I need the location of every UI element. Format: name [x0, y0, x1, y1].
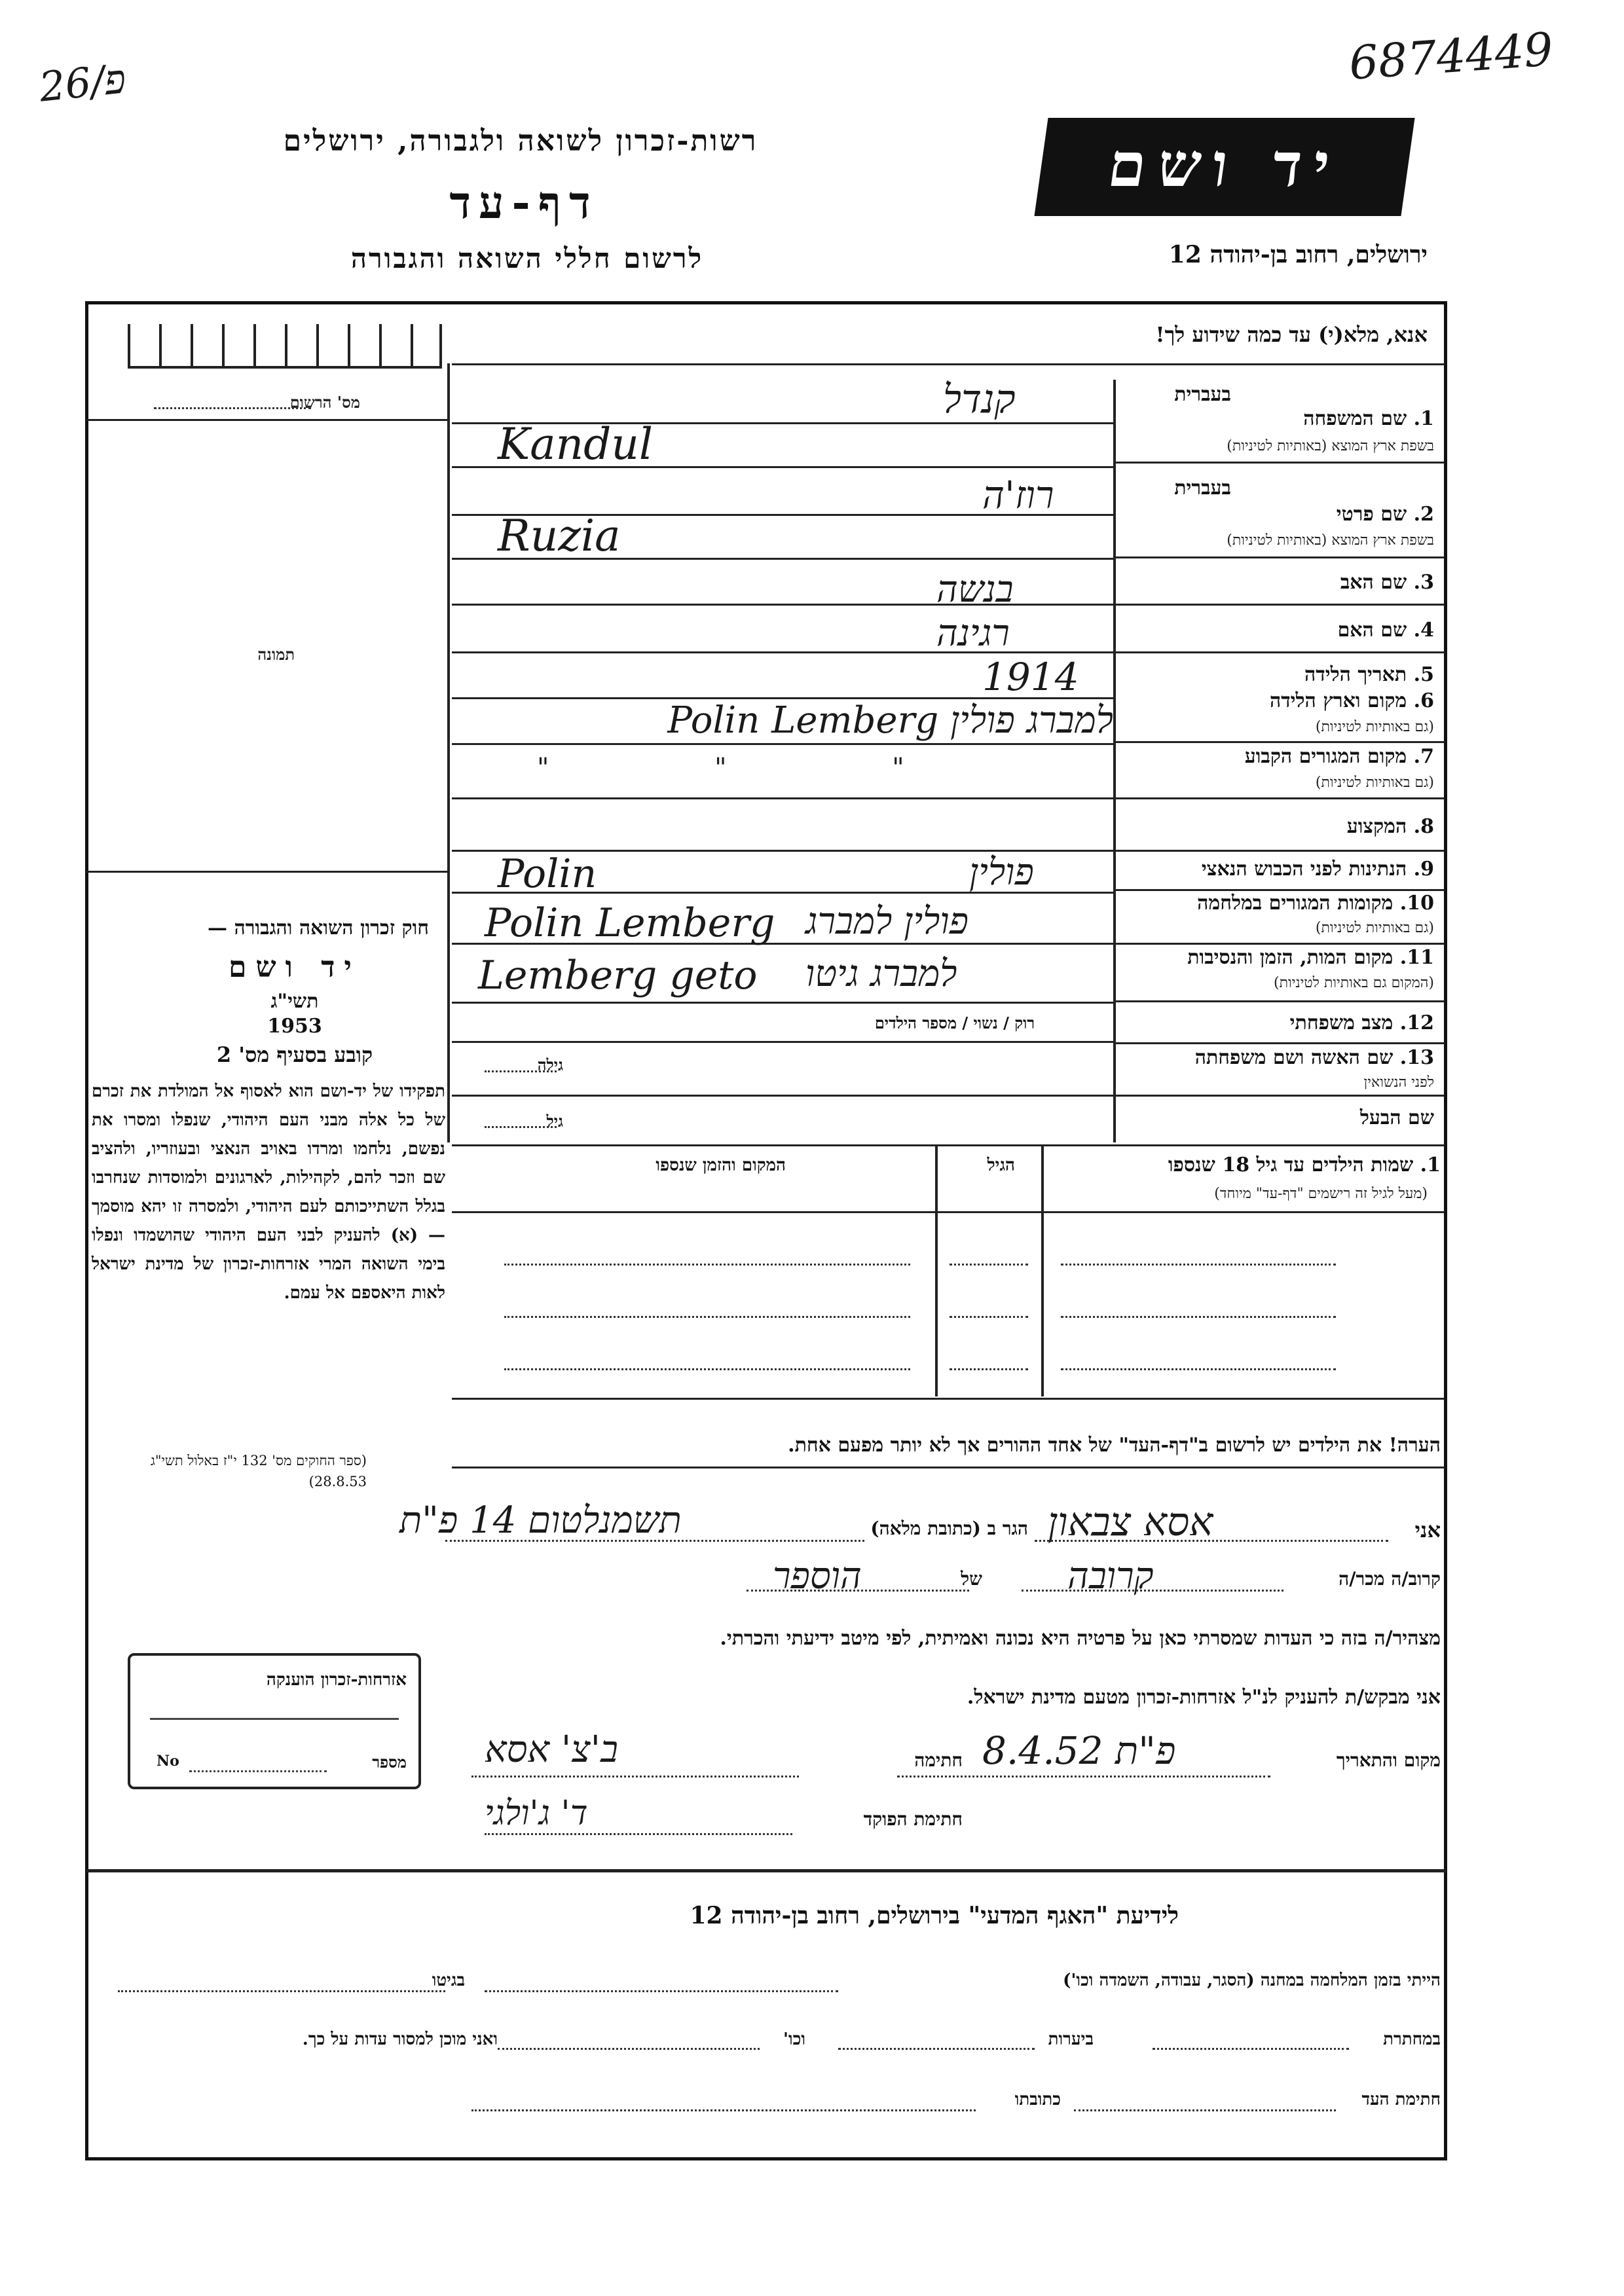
witness-i-label: אני [1414, 1518, 1441, 1542]
marital-options: רוק / נשוי / מספר הילדים [874, 1013, 1035, 1032]
official-signature: ד' ג'ולגי [485, 1794, 588, 1833]
footer-testimony-label: ואני מוכן למסור עדות על כך. [302, 2030, 498, 2049]
yad-vashem-logo [1034, 118, 1414, 216]
field-9-label: 9. הנתינות לפני הכבוש הנאצי [1201, 858, 1434, 881]
gazette-reference: (ספר החוקים מס' 132 י"ז באלול תשי"ג 28.8.53) [150, 1453, 367, 1489]
field-1-sub: בשפת ארץ המוצא (באותיות לטיניות) [1227, 438, 1434, 454]
field-2-sub: בשפת ארץ המוצא (באותיות לטיניות) [1227, 532, 1434, 549]
nationality-latin: Polin [498, 851, 597, 897]
witness-signature: ב'צ' אסא [485, 1728, 618, 1771]
law-year-heb: תשי"ג [270, 990, 319, 1013]
husband-label: שם הבעל [1359, 1106, 1434, 1129]
relation-of-whom: הוספר [773, 1555, 862, 1597]
field-7-sub: (גם באותיות לטיניות) [1315, 774, 1434, 791]
children-col-place: המקום והזמן שנספו [655, 1156, 786, 1175]
footer-underground-label: במחתרת [1383, 2030, 1441, 2049]
law-name: יד ושם [229, 951, 361, 984]
surname-hebrew: קנדל [943, 376, 1016, 422]
wartime-residence-latin: Polin Lemberg [485, 900, 775, 946]
footer-forests-label: ביערות [1048, 2030, 1094, 2049]
stamp-title: אזרחות-זכרון הוענקה [266, 1670, 407, 1690]
death-place-hebrew: למברג גיטו [805, 953, 957, 995]
please-note: אנא, מלא(י) עד כמה שידוע לך! [1155, 322, 1428, 347]
registration-number-label: מס' הרשום [289, 393, 360, 412]
scientific-dept-title: לידיעת "האגף המדעי" בירושלים, רחוב בן-יהודה 12 [690, 1902, 1179, 1929]
relative-label: קרוב/ה מכר/ה [1338, 1568, 1441, 1590]
children-note: (מעל לגיל זה רישמים "דף-עד" מיוחד) [1214, 1186, 1428, 1202]
children-header: 1. שמות הילדים עד גיל 18 שנספו [1168, 1154, 1441, 1176]
age-label-2: גיל [546, 1112, 563, 1131]
field-11-label: 11. מקום המות, הזמן והנסיבות [1187, 946, 1434, 969]
form-title: דף-עד [449, 177, 599, 229]
memorial-citizenship-stamp-box [128, 1653, 421, 1789]
field-13-label: 13. שם האשה ושם משפחתה [1194, 1046, 1434, 1069]
authority-name: רשות-זכרון לשואה ולגבורה, ירושלים [283, 124, 758, 158]
father-name: בנשה [936, 568, 1014, 611]
place-date: פ"ת 8.4.52 [982, 1728, 1176, 1773]
age-label: גילה [537, 1055, 563, 1074]
firstname-latin: Ruzia [498, 511, 621, 561]
of-label: של [961, 1568, 982, 1590]
field-7-label: 7. מקום המגורים הקבוע [1244, 745, 1434, 768]
margin-note-top-right: 6874449 [1347, 22, 1555, 90]
lang-hebrew-1: בעברית [1174, 383, 1231, 406]
firstname-hebrew: רוז'ה [982, 473, 1054, 517]
footer-ghetto-label: בגיטו [432, 1971, 465, 1990]
birthplace: Polin Lemberg למברג פולין [667, 699, 1113, 742]
witness-name: אסא צבאון [1048, 1499, 1213, 1545]
footer-camp-label: הייתי בזמן המלחמה במחנה (הסגר, עבודה, השמדה וכו') [1063, 1971, 1441, 1990]
mother-name: רגינה [936, 612, 1010, 655]
field-10-sub: (גם באותיות לטיניות) [1315, 920, 1434, 936]
field-12-label: 12. מצב משפחתי [1289, 1011, 1434, 1034]
resident-label: הגר ב (כתובת מלאה) [870, 1518, 1028, 1539]
field-6-label: 6. מקום וארץ הלידה [1269, 689, 1434, 712]
form-subtitle: לרשום חללי השואה והגבורה [350, 242, 704, 274]
footer-witness-signature-label: חתימת העד [1361, 2090, 1441, 2109]
field-6-sub: (גם באותיות לטיניות) [1315, 719, 1434, 735]
nationality-hebrew: פולין [969, 851, 1034, 894]
field-8-label: 8. המקצוע [1346, 815, 1434, 838]
relation: קרובה [1067, 1555, 1154, 1597]
declaration: מצהיר/ה בזה כי העדות שמסרתי כאן על פרטיה היא נכונה ואמיתית, לפי מיטב ידיעתי והכרתי. [720, 1627, 1441, 1650]
law-clause: קובע בסעיף מס' 2 [216, 1042, 373, 1067]
witness-address: תשמנלטום 14 פ"ת [399, 1499, 682, 1542]
stamp-no-label: No [157, 1753, 179, 1770]
field-10-label: 10. מקומות המגורים במלחמה [1197, 892, 1434, 915]
lang-hebrew-2: בעברית [1174, 477, 1231, 500]
law-text: תפקידו של יד-ושם הוא לאסוף אל המולדת את זכרם של כל אלה מבני העם היהודי, שנפלו ומסרו את נפשם, נלחמו ומרדו באויב הנאצי ובעוזריו, ולהציב שם וזכר להם, לקהילות, לארגונים ולמוסדות שנחרבו בגלל השתייכותם לעם היהודי, ולמסרה זו יהא מוסמך — (א) להעניק לבני העם היהודי שהושמדו ונפלו בימי השואה המרי אזרחות-זכרון של מדינת ישראל לאות היאספם אל עמם. [92, 1082, 445, 1303]
birth-year: 1914 [982, 655, 1079, 699]
official-signature-label: חתימת הפוקד [863, 1808, 963, 1830]
field-11-sub: (המקום גם באותיות לטיניות) [1274, 975, 1434, 991]
field-1-label: 1. שם המשפחה [1303, 407, 1434, 430]
children-note-warning: הערה! את הילדים יש לרשום ב"דף-העד" של אחד ההורים אך לא יותר מפעם אחת. [788, 1434, 1441, 1457]
place-date-label: מקום והתאריך [1336, 1749, 1441, 1771]
footer-etc-label: וכו' [783, 2030, 805, 2049]
signature-label: חתימה [914, 1749, 963, 1771]
field-5-label: 5. תאריך הלידה [1304, 663, 1434, 686]
wartime-residence-hebrew: פולין למברג [805, 900, 969, 943]
law-year: 1953 [267, 1015, 322, 1038]
law-title: חוק זכרון השואה והגבורה — [208, 917, 429, 939]
footer-address-label: כתובתו [1014, 2090, 1061, 2109]
field-13-sub: לפני הנשואין [1363, 1074, 1434, 1091]
stamp-number-label: מספר [372, 1753, 407, 1772]
field-4-label: 4. שם האם [1337, 619, 1434, 642]
residence-ditto: " " " [537, 753, 983, 783]
margin-note-top-left: 26/פ [37, 54, 128, 111]
surname-latin: Kandul [498, 419, 654, 469]
photo-label: תמונה [257, 645, 295, 664]
children-col-age: הגיל [987, 1156, 1015, 1175]
field-3-label: 3. שם האב [1340, 571, 1434, 594]
registration-tick-box [128, 324, 442, 371]
address: ירושלים, רחוב בן-יהודה 12 [1168, 241, 1428, 268]
field-2-label: 2. שם פרטי [1336, 503, 1434, 526]
death-place-latin: Lemberg geto [478, 953, 758, 998]
memorial-request: אני מבקש/ת להעניק לנ"ל אזרחות-זכרון מטעם מדינת ישראל. [967, 1686, 1441, 1709]
logo-text: יד ושם [1103, 130, 1346, 200]
